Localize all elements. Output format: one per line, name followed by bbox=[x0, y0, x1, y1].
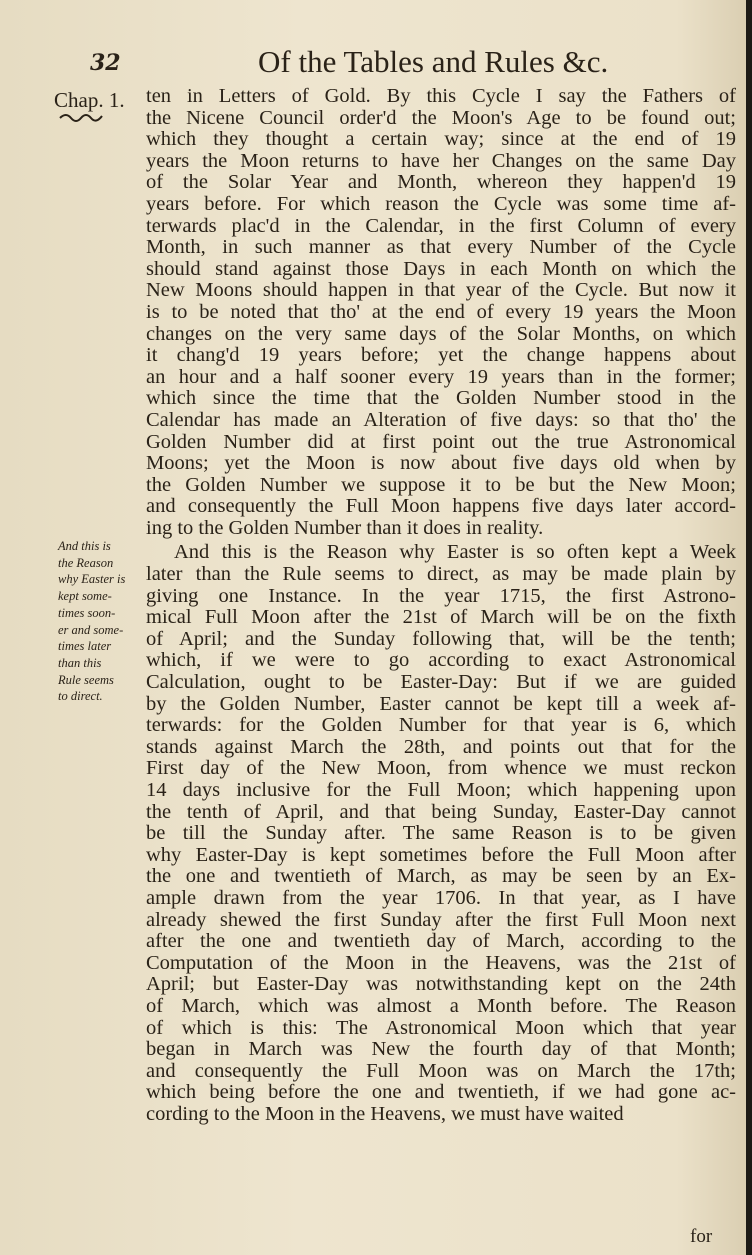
body-text bbox=[146, 86, 736, 1126]
text-line: which, if we were to go according to exact Astronomical bbox=[146, 649, 736, 672]
text-line: cording to the Moon in the Heavens, we must have waited bbox=[146, 1102, 624, 1125]
text-line: Calculation, ought to be Easter-Day: But if we are guided bbox=[146, 671, 736, 694]
ornament-flourish-icon bbox=[58, 110, 104, 124]
margin-note-line: to direct. bbox=[58, 689, 103, 704]
text-line: years the Moon returns to have her Changes on the same Day bbox=[146, 149, 736, 172]
text-line: the Golden Number we suppose it to be but the New Moon; bbox=[146, 473, 736, 496]
page-header bbox=[90, 44, 722, 84]
text-line: of the Solar Year and Month, whereon they happen'd 19 bbox=[146, 171, 736, 194]
paragraph-2 bbox=[146, 542, 736, 1125]
margin-note-line: And this is bbox=[58, 539, 111, 553]
text-line: an hour and a half sooner every 19 years than in the former; bbox=[146, 365, 736, 388]
text-line: changes on the very same days of the Solar Months, on which bbox=[146, 322, 736, 345]
margin-note-line: kept some- bbox=[58, 589, 112, 604]
text-line: Moons; yet the Moon is now about five days old when by bbox=[146, 452, 736, 475]
text-line: is to be noted that tho' at the end of every 19 years the Moon bbox=[146, 300, 736, 323]
text-line: began in March was New the fourth day of that Month; bbox=[146, 1038, 736, 1061]
text-line: giving one Instance. In the year 1715, the first Astrono- bbox=[146, 584, 736, 607]
text-line: ten in Letters of Gold. By this Cycle I say the Fathers of bbox=[146, 85, 736, 107]
text-line: terwards plac'd in the Calendar, in the first Column of every bbox=[146, 214, 736, 237]
catchword: for bbox=[690, 1226, 713, 1247]
margin-note-line: than this bbox=[58, 655, 102, 670]
margin-note-line: times soon- bbox=[58, 605, 116, 620]
margin-note-line: why Easter is bbox=[58, 572, 126, 587]
text-line: which being before the one and twentieth, if we had gone ac- bbox=[146, 1081, 736, 1104]
margin-note-line: Rule seems bbox=[58, 672, 114, 687]
text-line: by the Golden Number, Easter cannot be kept till a week af- bbox=[146, 692, 736, 715]
page-number: 32 bbox=[90, 50, 121, 76]
running-head: Of the Tables and Rules &c. bbox=[258, 44, 609, 79]
text-line: Calendar has made an Alteration of five days: so that tho' the bbox=[146, 408, 736, 431]
text-line: years before. For which reason the Cycle was some time af- bbox=[146, 192, 736, 215]
text-line: New Moons should happen in that year of the Cycle. But now it bbox=[146, 279, 736, 302]
text-line: terwards: for the Golden Number for that year is 6, which bbox=[146, 714, 736, 737]
text-line: which they thought a certain way; since at the end of 19 bbox=[146, 128, 736, 151]
text-line: which since the time that the Golden Number stood in the bbox=[146, 387, 736, 410]
text-line: of which is this: The Astronomical Moon which that year bbox=[146, 1016, 736, 1039]
text-line: should stand against those Days in each Month on which the bbox=[146, 257, 736, 280]
text-line: and consequently the Full Moon was on March the 17th; bbox=[146, 1059, 736, 1082]
text-line: be till the Sunday after. The same Reason is to be given bbox=[146, 822, 736, 845]
text-line: and consequently the Full Moon happens five days later accord- bbox=[146, 495, 736, 518]
text-line: the Nicene Council order'd the Moon's Age to be found out; bbox=[146, 106, 736, 129]
text-line: ample drawn from the year 1706. In that year, as I have bbox=[146, 886, 736, 909]
text-line: Computation of the Moon in the Heavens, was the 21st of bbox=[146, 951, 736, 974]
text-line: April; but Easter-Day was notwithstanding kept on the 24th bbox=[146, 973, 736, 996]
text-line: Golden Number did at first point out the true Astronomical bbox=[146, 430, 736, 453]
text-line: after the one and twentieth day of March, according to the bbox=[146, 930, 736, 953]
paragraph-1 bbox=[146, 86, 736, 539]
text-line: stands against March the 28th, and points out that for the bbox=[146, 735, 736, 758]
text-line: later than the Rule seems to direct, as may be made plain by bbox=[146, 563, 736, 586]
margin-note bbox=[58, 538, 144, 705]
text-line: Month, in such manner as that every Number of the Cycle bbox=[146, 236, 736, 259]
text-line: First day of the New Moon, from whence we must reckon bbox=[146, 757, 736, 780]
text-line: already shewed the first Sunday after the first Full Moon next bbox=[146, 908, 736, 931]
text-line: the tenth of April, and that being Sunday, Easter-Day cannot bbox=[146, 800, 736, 823]
page-edge-shadow bbox=[746, 0, 752, 1255]
text-line: And this is the Reason why Easter is so often kept a Week bbox=[174, 541, 736, 564]
text-line: why Easter-Day is kept sometimes before the Full Moon after bbox=[146, 843, 736, 866]
text-line: of March, which was almost a Month before. The Reason bbox=[146, 994, 736, 1017]
text-line: the one and twentieth of March, as may be seen by an Ex- bbox=[146, 865, 736, 888]
text-line: 14 days inclusive for the Full Moon; which happening upon bbox=[146, 779, 736, 801]
text-line: it chang'd 19 years before; yet the change happens about bbox=[146, 344, 736, 367]
text-line: ing to the Golden Number than it does in reality. bbox=[146, 516, 544, 539]
margin-note-line: the Reason bbox=[58, 555, 114, 570]
text-line: mical Full Moon after the 21st of March will be on the fixth bbox=[146, 606, 736, 629]
margin-note-line: er and some- bbox=[58, 622, 124, 637]
margin-note-line: times later bbox=[58, 639, 112, 654]
chapter-label: Chap. 1. bbox=[54, 88, 125, 112]
text-line: of April; and the Sunday following that, will be the tenth; bbox=[146, 627, 736, 650]
